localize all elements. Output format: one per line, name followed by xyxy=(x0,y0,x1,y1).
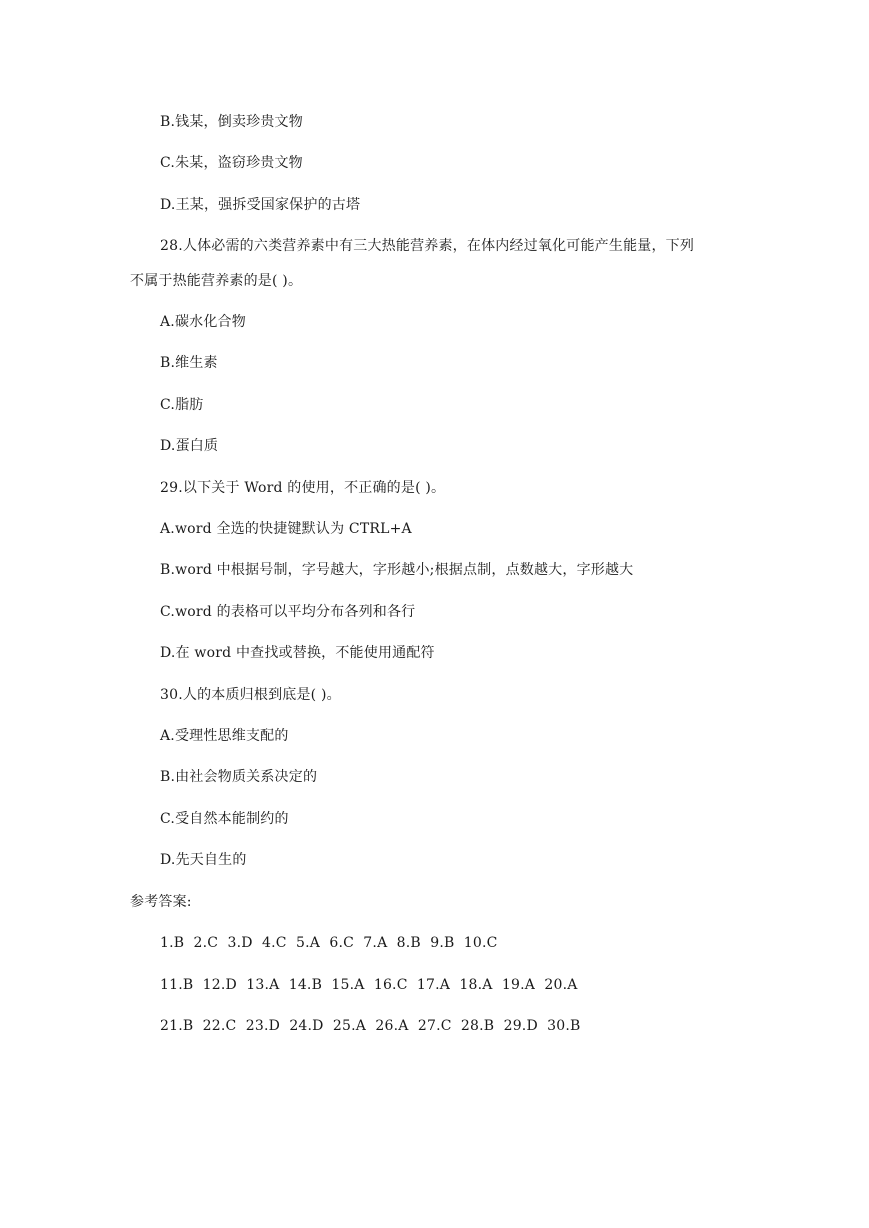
q27-option-c: C.朱某，盗窃珍贵文物 xyxy=(160,155,303,171)
q29-option-d: D.在 word 中查找或替换，不能使用通配符 xyxy=(160,645,435,661)
q28-option-d: D.蛋白质 xyxy=(160,438,219,454)
q27-option-d: D.王某，强拆受国家保护的古塔 xyxy=(160,197,361,213)
q30-option-b: B.由社会物质关系决定的 xyxy=(160,769,318,785)
answers-heading: 参考答案: xyxy=(130,894,192,910)
q30-option-a: A.受理性思维支配的 xyxy=(160,728,289,744)
q30-option-c: C.受自然本能制约的 xyxy=(160,811,289,827)
answers-row-3: 21.B 22.C 23.D 24.D 25.A 26.A 27.C 28.B 29.D 30.B xyxy=(160,1018,581,1034)
q29-option-a: A.word 全选的快捷键默认为 CTRL+A xyxy=(160,521,412,537)
q29-option-b: B.word 中根据号制，字号越大，字形越小;根据点制，点数越大，字形越大 xyxy=(160,562,634,578)
answers-row-1: 1.B 2.C 3.D 4.C 5.A 6.C 7.A 8.B 9.B 10.C xyxy=(160,935,498,951)
q30-stem: 30.人的本质归根到底是( )。 xyxy=(160,687,341,703)
q30-option-d: D.先天自生的 xyxy=(160,852,247,868)
q28-stem-line2: 不属于热能营养素的是( )。 xyxy=(130,273,303,289)
q28-option-b: B.维生素 xyxy=(160,355,218,371)
q28-stem-line1: 28.人体必需的六类营养素中有三大热能营养素，在体内经过氧化可能产生能量，下列 xyxy=(160,238,695,254)
q28-option-c: C.脂肪 xyxy=(160,397,204,413)
q27-option-b: B.钱某，倒卖珍贵文物 xyxy=(160,114,303,130)
q28-option-a: A.碳水化合物 xyxy=(160,314,246,330)
q29-option-c: C.word 的表格可以平均分布各列和各行 xyxy=(160,604,416,620)
answers-row-2: 11.B 12.D 13.A 14.B 15.A 16.C 17.A 18.A 19.A 20.A xyxy=(160,977,578,993)
q29-stem: 29.以下关于 Word 的使用，不正确的是( )。 xyxy=(160,480,446,496)
